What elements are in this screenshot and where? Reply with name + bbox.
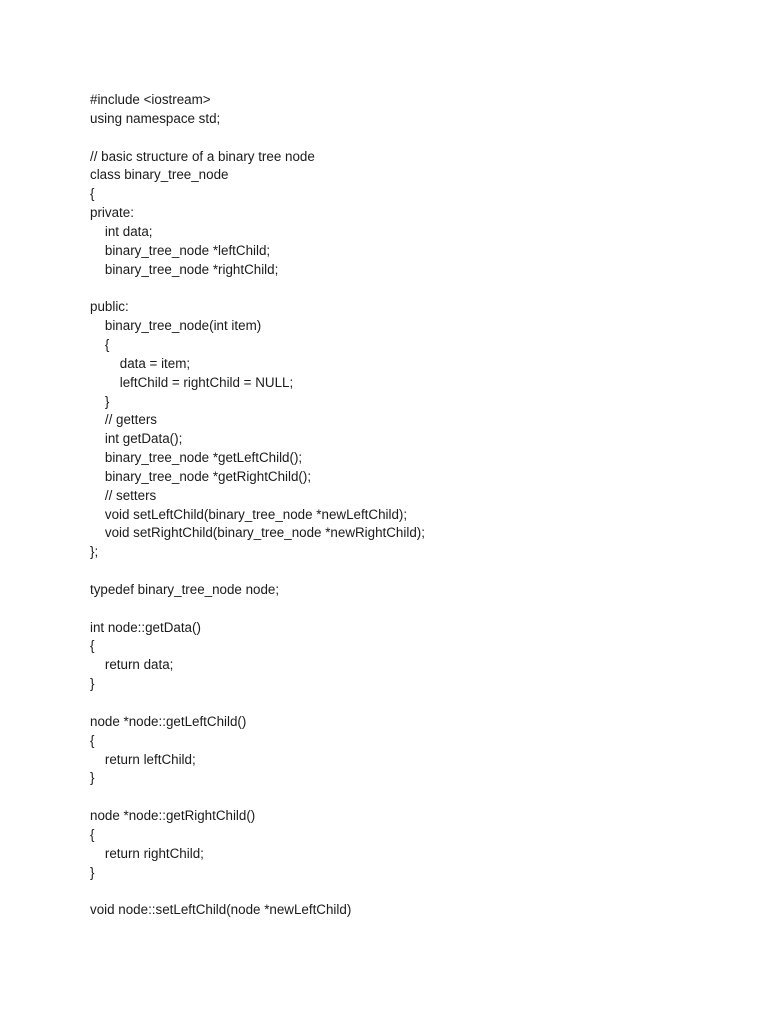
code-line: private: bbox=[90, 205, 134, 221]
code-line: int node::getData() bbox=[90, 619, 201, 635]
code-line: binary_tree_node *getLeftChild(); bbox=[90, 450, 303, 466]
code-line: void node::setLeftChild(node *newLeftChild) bbox=[90, 902, 352, 918]
code-line: // getters bbox=[90, 412, 157, 428]
code-line: // setters bbox=[90, 487, 157, 503]
code-line: { bbox=[90, 826, 95, 842]
code-line: return rightChild; bbox=[90, 845, 204, 861]
code-line: } bbox=[90, 864, 95, 880]
code-line: typedef binary_tree_node node; bbox=[90, 581, 280, 597]
code-line: binary_tree_node *rightChild; bbox=[90, 261, 279, 277]
code-line: return data; bbox=[90, 657, 174, 673]
code-line bbox=[90, 279, 425, 298]
code-line: }; bbox=[90, 544, 99, 560]
code-line: { bbox=[90, 186, 95, 202]
code-line bbox=[90, 788, 425, 807]
code-line: { bbox=[90, 732, 95, 748]
code-line: node *node::getLeftChild() bbox=[90, 713, 247, 729]
code-line: } bbox=[90, 393, 110, 409]
code-line bbox=[90, 600, 425, 619]
code-line: int data; bbox=[90, 223, 153, 239]
code-line: class binary_tree_node bbox=[90, 167, 229, 183]
code-line: binary_tree_node *getRightChild(); bbox=[90, 468, 312, 484]
code-line: #include <iostream> bbox=[90, 92, 211, 107]
code-line: using namespace std; bbox=[90, 110, 221, 126]
code-line: node *node::getRightChild() bbox=[90, 808, 256, 824]
code-line bbox=[90, 694, 425, 713]
code-line: binary_tree_node *leftChild; bbox=[90, 242, 271, 258]
code-line: void setLeftChild(binary_tree_node *newLeftChild); bbox=[90, 506, 408, 522]
code-line: binary_tree_node(int item) bbox=[90, 318, 262, 334]
code-line: } bbox=[90, 676, 95, 692]
code-line: { bbox=[90, 638, 95, 654]
code-line bbox=[90, 882, 425, 901]
code-listing bbox=[90, 91, 425, 920]
code-line: data = item; bbox=[90, 355, 191, 371]
code-line: leftChild = rightChild = NULL; bbox=[90, 374, 294, 390]
code-line: } bbox=[90, 770, 95, 786]
code-line: int getData(); bbox=[90, 431, 183, 447]
code-line: void setRightChild(binary_tree_node *newRightChild); bbox=[90, 525, 425, 541]
code-line: return leftChild; bbox=[90, 751, 196, 767]
code-line bbox=[90, 129, 425, 148]
code-line bbox=[90, 562, 425, 581]
code-line: { bbox=[90, 336, 110, 352]
code-line: // basic structure of a binary tree node bbox=[90, 148, 315, 164]
code-line: public: bbox=[90, 299, 129, 315]
